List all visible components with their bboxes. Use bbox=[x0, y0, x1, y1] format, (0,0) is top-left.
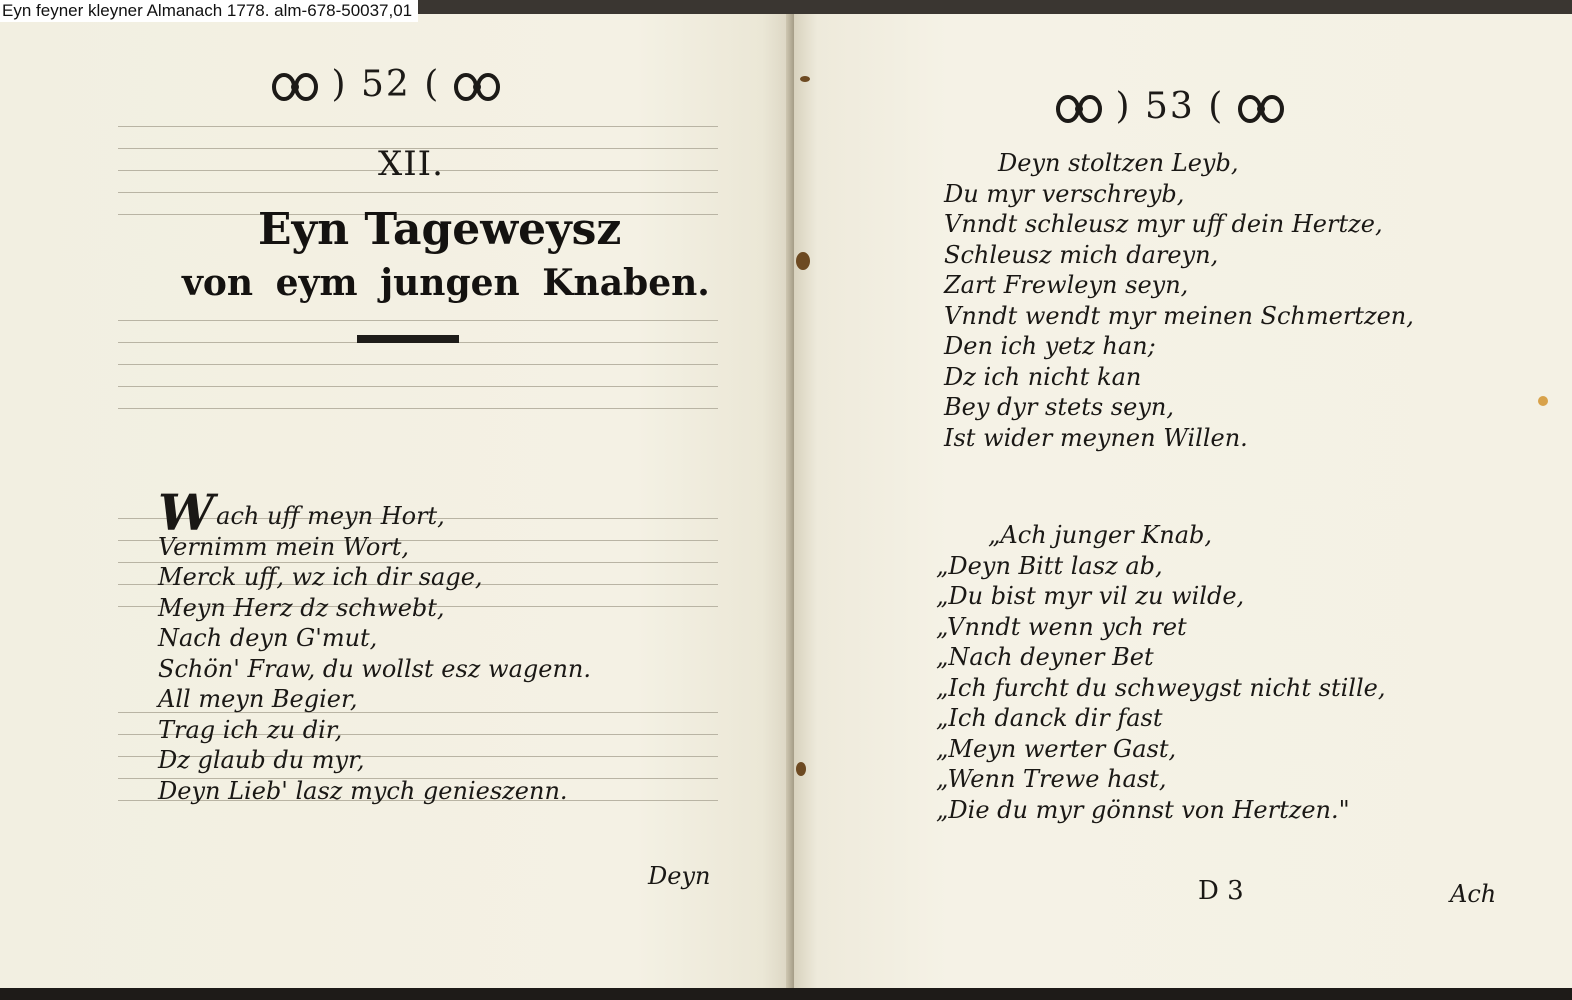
verse-line: Vnndt schleusz myr uff dein Hertze, bbox=[944, 210, 1383, 238]
verse-line: „Du bist myr vil zu wilde, bbox=[936, 582, 1245, 610]
verse-line: Ist wider meynen Willen. bbox=[944, 423, 1248, 452]
verse-line: „Deyn Bitt lasz ab, bbox=[936, 551, 1163, 580]
signature-mark: D 3 bbox=[1198, 876, 1244, 906]
section-number: XII. bbox=[378, 144, 444, 184]
verse-line: „Wenn Trewe hast, bbox=[936, 765, 1167, 793]
verse-line: Schön' Fraw, du wollst esz wagenn. bbox=[158, 654, 591, 683]
song-title-line1: Eyn Tageweysz bbox=[258, 204, 622, 255]
catchword: Ach bbox=[1450, 880, 1497, 908]
verse-line: Trag ich zu dir, bbox=[158, 715, 343, 744]
verse-left bbox=[158, 483, 591, 806]
verse-line: „Ich danck dir fast bbox=[936, 704, 1163, 732]
verse-line: „Ach junger Knab, bbox=[988, 521, 1213, 549]
verse-line: „Meyn werter Gast, bbox=[936, 734, 1177, 763]
verse-line: „Die du myr gönnst von Hertzen." bbox=[936, 795, 1350, 824]
binding-thread bbox=[796, 762, 806, 776]
fleuron-icon bbox=[1056, 93, 1102, 125]
stanza-1 bbox=[944, 148, 1414, 453]
page-header-right bbox=[1056, 86, 1284, 127]
binding-thread bbox=[796, 252, 810, 270]
image-caption: Eyn feyner kleyner Almanach 1778. alm-678-50037,01 bbox=[0, 0, 418, 22]
page-number: ) 52 ( bbox=[331, 64, 441, 105]
verse-line: Deyn stoltzen Leyb, bbox=[998, 149, 1239, 177]
show-through-staff bbox=[118, 320, 718, 410]
page-number: ) 53 ( bbox=[1115, 86, 1225, 127]
verse-line: Schleusz mich dareyn, bbox=[944, 240, 1219, 269]
verse-line: Wach uff meyn Hort, bbox=[158, 483, 445, 542]
left-page bbox=[0, 14, 794, 990]
binding-thread bbox=[800, 76, 810, 82]
page-header-left bbox=[272, 64, 500, 105]
verse-line: All meyn Begier, bbox=[158, 685, 358, 713]
fleuron-icon bbox=[272, 71, 318, 103]
verse-line: Vnndt wendt myr meinen Schmertzen, bbox=[944, 301, 1414, 330]
verse-line: Deyn Lieb' lasz mych genieszenn. bbox=[158, 776, 568, 805]
paper-stain bbox=[1538, 396, 1548, 406]
fleuron-icon bbox=[1238, 93, 1284, 125]
drop-capital: W bbox=[158, 483, 215, 542]
verse-line: Merck uff, wz ich dir sage, bbox=[158, 563, 483, 591]
title-rule bbox=[357, 335, 459, 343]
fleuron-icon bbox=[454, 71, 500, 103]
verse-line: „Ich furcht du schweygst nicht stille, bbox=[936, 673, 1386, 702]
verse-line: Zart Frewleyn seyn, bbox=[944, 271, 1189, 299]
verse-line: Dz glaub du myr, bbox=[158, 746, 365, 774]
catchword: Deyn bbox=[648, 862, 711, 890]
song-title-line2: von eym jungen Knaben. bbox=[182, 262, 710, 304]
verse-line: „Nach deyner Bet bbox=[936, 643, 1154, 671]
verse-line: Den ich yetz han; bbox=[944, 332, 1156, 360]
book-bottom-edge bbox=[0, 988, 1572, 1000]
verse-line: Meyn Herz dz schwebt, bbox=[158, 593, 445, 622]
verse-line: „Vnndt wenn ych ret bbox=[936, 612, 1187, 641]
right-page bbox=[794, 14, 1572, 990]
verse-line: Nach deyn G'mut, bbox=[158, 624, 378, 652]
verse-line: Dz ich nicht kan bbox=[944, 362, 1142, 391]
verse-line: Bey dyr stets seyn, bbox=[944, 393, 1174, 421]
verse-line: Vernimm mein Wort, bbox=[158, 532, 410, 561]
verse-line: Du myr verschreyb, bbox=[944, 179, 1185, 208]
stanza-2 bbox=[936, 520, 1385, 825]
